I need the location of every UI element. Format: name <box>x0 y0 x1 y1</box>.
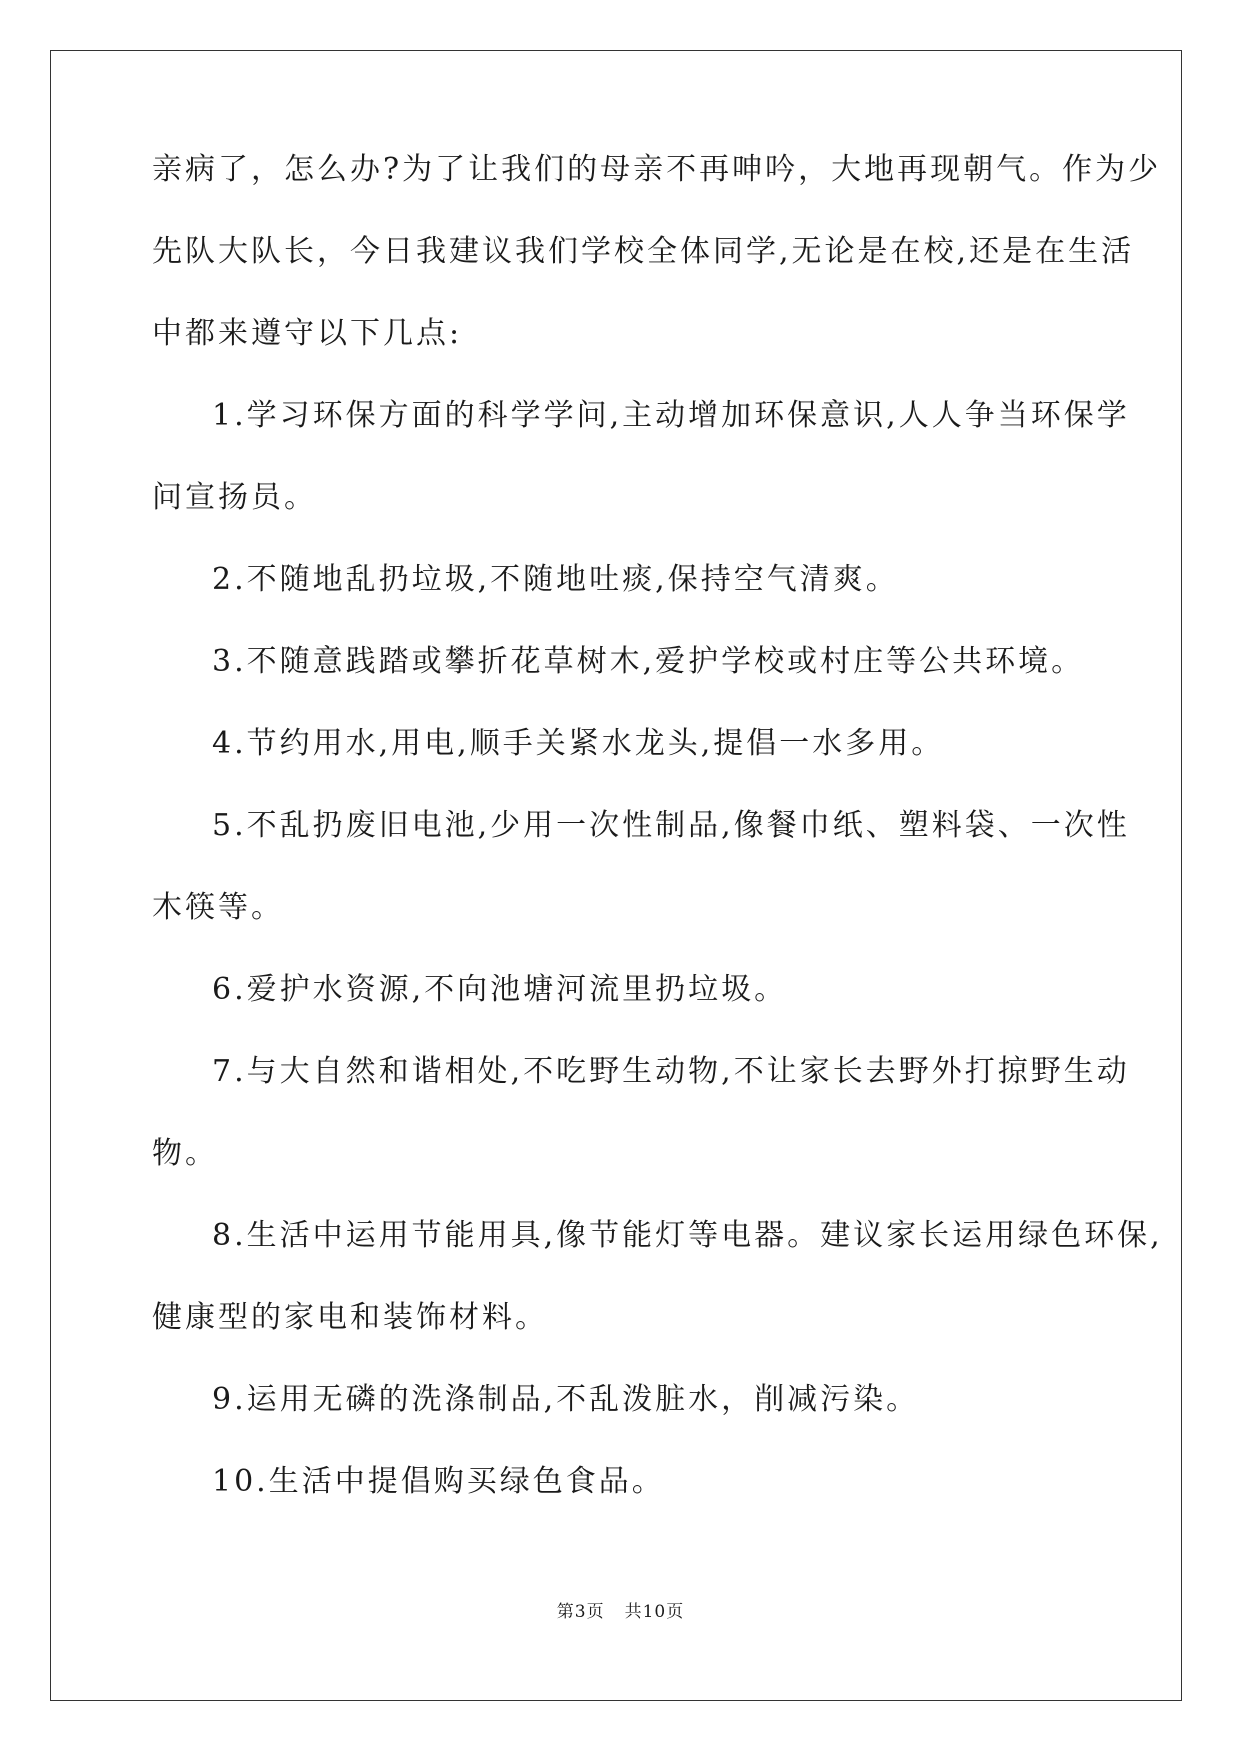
list-item-3: 3.不随意践踏或攀折花草树木,爱护学校或村庄等公共环境。 <box>212 644 1085 679</box>
paragraph-line: 亲病了，怎么办?为了让我们的母亲不再呻吟，大地再现朝气。作为少 <box>152 152 1162 187</box>
list-item-7-continued: 物。 <box>152 1136 218 1171</box>
page-number: 第3页 <box>556 1602 605 1622</box>
page-total: 共10页 <box>624 1602 685 1622</box>
list-item-7: 7.与大自然和谐相处,不吃野生动物,不让家长去野外打掠野生动 <box>212 1054 1130 1089</box>
page-footer <box>0 1597 1241 1622</box>
list-item-6: 6.爱护水资源,不向池塘河流里扔垃圾。 <box>212 972 788 1007</box>
list-item-2: 2.不随地乱扔垃圾,不随地吐痰,保持空气清爽。 <box>212 562 899 597</box>
list-item-5: 5.不乱扔废旧电池,少用一次性制品,像餐巾纸、塑料袋、一次性 <box>212 808 1130 843</box>
list-item-1: 1.学习环保方面的科学学问,主动增加环保意识,人人争当环保学 <box>212 398 1130 433</box>
document-body <box>152 150 1163 1544</box>
list-item-1-continued: 问宣扬员。 <box>152 480 317 515</box>
list-item-5-continued: 木筷等。 <box>152 890 284 925</box>
paragraph-line: 中都来遵守以下几点: <box>152 316 463 351</box>
list-item-8: 8.生活中运用节能用具,像节能灯等电器。建议家长运用绿色环保, <box>212 1218 1163 1253</box>
paragraph-line: 先队大队长，今日我建议我们学校全体同学,无论是在校,还是在生活 <box>152 234 1135 269</box>
list-item-4: 4.节约用水,用电,顺手关紧水龙头,提倡一水多用。 <box>212 726 945 761</box>
list-item-8-continued: 健康型的家电和装饰材料。 <box>152 1300 548 1335</box>
list-item-10: 10.生活中提倡购买绿色食品。 <box>212 1464 665 1499</box>
list-item-9: 9.运用无磷的洗涤制品,不乱泼脏水，削减污染。 <box>212 1382 920 1417</box>
